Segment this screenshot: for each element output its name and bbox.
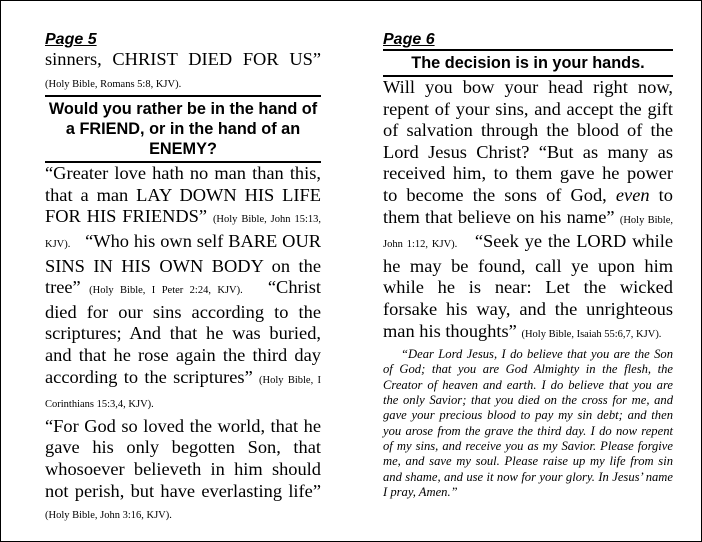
page-number: Page 5: [45, 31, 97, 48]
verse-3-reference: (Holy Bible, I Corinthians 15:3,4, KJV).: [45, 374, 321, 411]
appeal-reference-b: (Holy Bible, Isaiah 55:6,7, KJV).: [521, 328, 662, 340]
appeal-text-c: “Seek ye the LORD while he may be found, call ye upon him while he is near: Let the wicked forsake his way, and the unrighteous man his thoughts”: [383, 231, 673, 341]
verse-4-paragraph: [45, 416, 321, 527]
heading-top-rule: [45, 95, 321, 97]
section-heading: Would you rather be in the hand of a FRIEND, or in the hand of an ENEMY?: [48, 100, 318, 159]
verse-2-reference: (Holy Bible, I Peter 2:24, KJV).: [89, 285, 243, 297]
verse-3-text: “Christ died for our sins according to the scriptures; And that he was buried, and that he rose again the third day according to the scriptures”: [45, 277, 322, 387]
verses-paragraph: [45, 163, 321, 416]
appeal-italic-word: even: [615, 184, 650, 205]
verse-4-reference: (Holy Bible, John 3:16, KJV).: [45, 510, 172, 522]
page-5: [45, 31, 321, 527]
prayer-paragraph: “Dear Lord Jesus, I do believe that you are the Son of God; that you are God Almighty in the flesh, the Creator of heaven and earth. I do believe that you are the only Savior; that you died on the cross for me, and gave your precious blood to pay my sin debt; and then you arose from the grave the third day. I do now repent of my sins, and receive you as my Savior. Please forgive me, and save my soul. Please raise up my life from sin and shame, and use it now for your glory. In Jesus’ name I pray, Amen.”: [383, 347, 673, 499]
verse-1-text: “Greater love hath no man than this, that a man LAY DOWN HIS LIFE FOR HIS FRIENDS”: [45, 163, 321, 227]
appeal-reference-a: (Holy Bible, John 1:12, KJV).: [383, 214, 673, 251]
verse-4-text: “For God so loved the world, that he gave his only begotten Son, that whosoever believeth in him should not perish, but have everlasting life”: [45, 415, 321, 501]
intro-paragraph: [45, 49, 321, 95]
page-number: Page 6: [383, 31, 435, 48]
verse-2-text: “Who his own self BARE OUR SINS IN HIS OWN BODY on the tree”: [45, 230, 321, 298]
appeal-text-a: Will you bow your head right now, repent of your sins, and accept the gift of salvation through the blood of the Lord Jesus Christ? “But as many as received him, to them gave he power to become the sons of God,: [383, 77, 673, 205]
intro-reference: (Holy Bible, Romans 5:8, KJV).: [45, 78, 182, 90]
appeal-paragraph: [383, 77, 673, 345]
page-6: [383, 31, 673, 500]
section-heading: The decision is in your hands.: [411, 54, 645, 72]
heading-top-rule: [383, 49, 673, 51]
verse-1-reference: (Holy Bible, John 15:13, KJV).: [45, 214, 321, 250]
intro-text: sinners, CHRIST DIED FOR US”: [45, 49, 321, 69]
appeal-text-b: to them that believe on his name”: [383, 184, 673, 227]
